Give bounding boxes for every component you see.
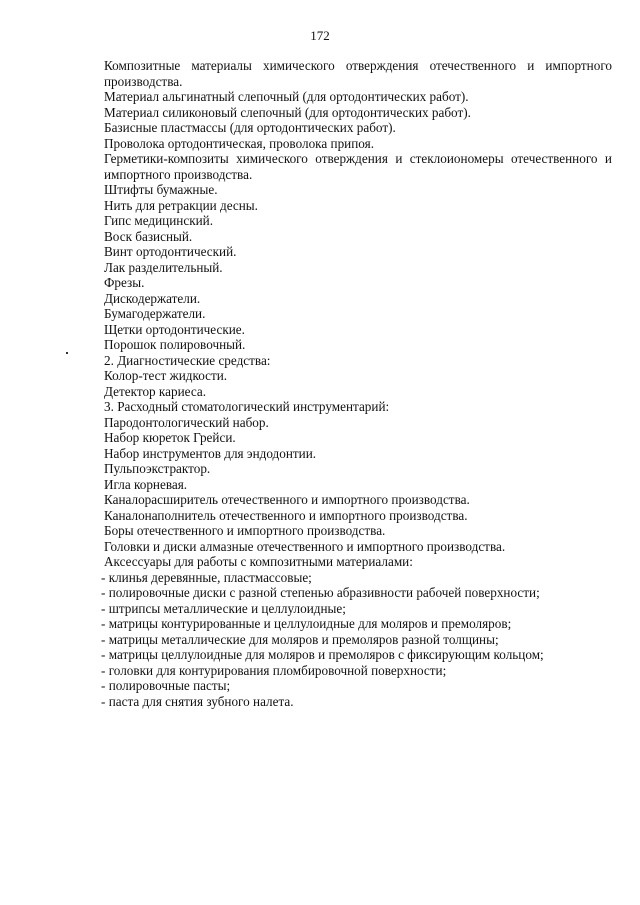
text-line: Гипс медицинский.: [104, 213, 214, 228]
text-line: Пародонтологический набор.: [104, 414, 269, 430]
bullet-item: - матрицы металлические для моляров и премоляров разной толщины;: [101, 631, 499, 647]
text-line: Пульпоэкстрактор.: [104, 461, 211, 476]
bullet-item: - паста для снятия зубного налета.: [101, 693, 294, 709]
text-line: Боры отечественного и импортного производства.: [104, 523, 386, 538]
text-line: Материал альгинатный слепочный (для ортодонтических работ).: [104, 89, 469, 104]
bullet-item: - матрицы целлулоидные для моляров и премоляров с фиксирующим кольцом;: [101, 647, 544, 662]
text-line: Головки и диски алмазные отечественного и импортного производства.: [104, 538, 506, 554]
text-line: Нить для ретракции десны.: [104, 197, 258, 213]
scan-speck: [66, 352, 68, 354]
text-line: Каналонаполнитель отечественного и импортного производства.: [104, 507, 468, 523]
bullet-item: - полировочные пасты;: [101, 678, 231, 693]
text-line: Каналорасширитель отечественного и импортного производства.: [104, 492, 470, 507]
paragraph: Композитные материалы химического отверждения отечественного и импортного производства.: [104, 58, 612, 89]
text-line: Фрезы.: [104, 275, 145, 290]
document-body: [101, 58, 612, 709]
text-line: Лак разделительный.: [104, 259, 223, 275]
bullet-item: - головки для контурирования пломбировочной поверхности;: [101, 662, 447, 678]
section-heading: 2. Диагностические средства:: [104, 352, 271, 368]
text-line: Проволока ортодонтическая, проволока припоя.: [104, 135, 374, 151]
text-line: Игла корневая.: [104, 476, 188, 492]
text-line: Винт ортодонтический.: [104, 244, 237, 259]
bullet-item: - клинья деревянные, пластмассовые;: [101, 569, 312, 585]
text-line: Дискодержатели.: [104, 290, 201, 306]
bullet-item: - штрипсы металлические и целлулоидные;: [101, 600, 346, 616]
text-line: Порошок полировочный.: [104, 337, 246, 352]
bullet-item: - матрицы контурированные и целлулоидные для моляров и премоляров;: [101, 616, 512, 631]
bullet-item: - полировочные диски с разной степенью абразивности рабочей поверхности;: [101, 585, 540, 600]
text-line: Материал силиконовый слепочный (для ортодонтических работ).: [104, 104, 471, 120]
section-heading: 3. Расходный стоматологический инструментарий:: [104, 399, 390, 414]
text-line: Колор-тест жидкости.: [104, 368, 228, 383]
text-line: Детектор кариеса.: [104, 383, 206, 399]
text-line: Бумагодержатели.: [104, 306, 206, 321]
text-line: Набор кюреток Грейси.: [104, 430, 236, 445]
text-line: Базисные пластмассы (для ортодонтических работ).: [104, 120, 396, 135]
text-line: Штифты бумажные.: [104, 182, 218, 197]
text-line: Аксессуары для работы с композитными материалами:: [104, 554, 413, 569]
paragraph: Герметики-композиты химического отверждения и стеклоиономеры отечественного и импортного производства.: [104, 151, 612, 182]
text-line: Набор инструментов для эндодонтии.: [104, 445, 317, 461]
text-line: Щетки ортодонтические.: [104, 321, 245, 337]
page-number: 172: [310, 28, 330, 43]
text-line: Воск базисный.: [104, 228, 193, 244]
